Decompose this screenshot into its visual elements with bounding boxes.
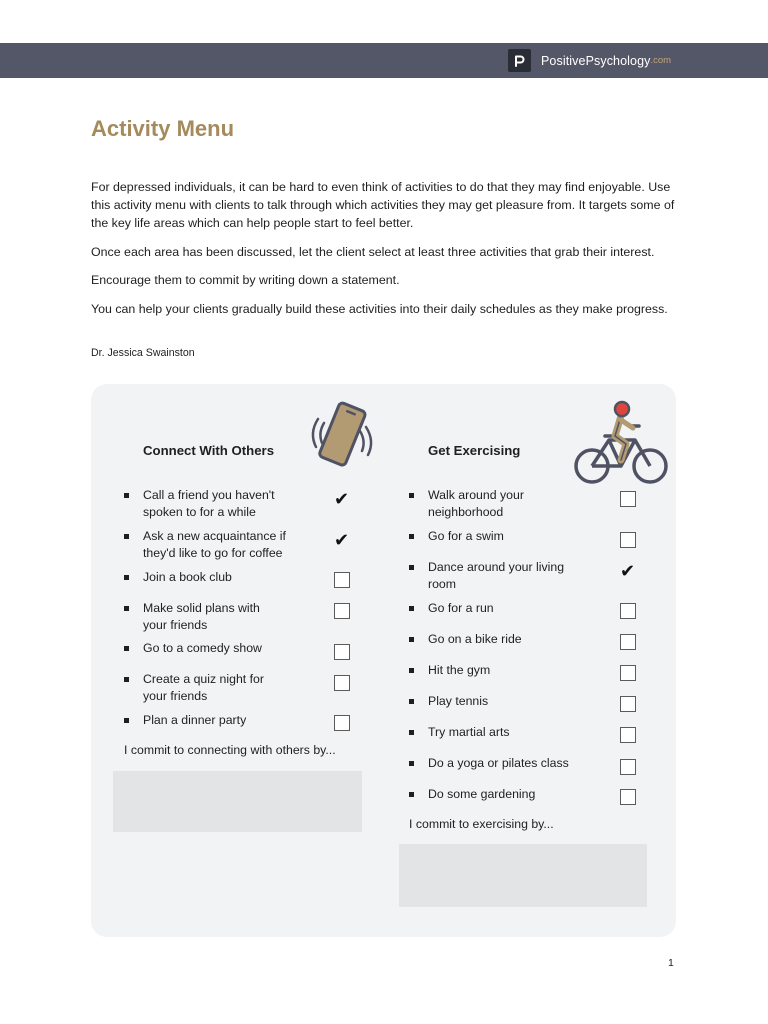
bullet [409,606,414,611]
page-title: Activity Menu [91,116,235,141]
bullet [124,606,129,611]
checkbox[interactable] [620,603,636,619]
list-item: Go to a comedy show [143,641,262,655]
intro-paragraph: For depressed individuals, it can be hard to even think of activities to do that they may find enjoyable. Use this activity menu with clients to talk through which activities they may get pleasure from. It targets some of the key life areas which can help people start to feel better. [91,180,675,230]
intro-paragraph: Encourage them to commit by writing down a statement. [91,273,400,287]
list-item: Go on a bike ride [428,632,522,646]
bullet [409,792,414,797]
checkbox[interactable] [620,634,636,650]
checkbox[interactable] [334,644,350,660]
checkbox[interactable] [620,665,636,681]
cyclist-icon [571,400,671,488]
connect-commit-label: I commit to connecting with others by... [124,743,336,757]
list-item: Do some gardening [428,787,536,801]
bullet [409,637,414,642]
list-item: Plan a dinner party [143,713,247,727]
exercise-commit-label: I commit to exercising by... [409,817,554,831]
checkbox[interactable] [620,532,636,548]
bullet [124,646,129,651]
intro-text [91,178,679,328]
brand-name: PositivePsychology [541,53,651,68]
list-item: Play tennis [428,694,489,708]
list-item: Walk around your neighborhood [428,488,524,519]
bullet [409,668,414,673]
list-item: Go for a swim [428,529,504,543]
checkbox[interactable] [334,572,350,588]
bullet [409,534,414,539]
author: Dr. Jessica Swainston [91,347,195,359]
list-item: Call a friend you haven't spoken to for a while [143,488,275,519]
page-number: 1 [668,957,674,969]
list-item: Do a yoga or pilates class [428,756,569,770]
bullet [409,699,414,704]
checkmark-icon[interactable]: ✔ [334,489,350,509]
list-item: Try martial arts [428,725,510,739]
bullet [124,677,129,682]
bullet [409,565,414,570]
connect-heading: Connect With Others [143,443,275,458]
exercise-commit-input[interactable] [399,844,647,907]
bullet [124,575,129,580]
checkbox[interactable] [620,759,636,775]
intro-paragraph: Once each area has been discussed, let the client select at least three activities that grab their interest. [91,244,655,259]
checkmark-icon[interactable]: ✔ [334,530,350,550]
checkbox[interactable] [620,491,636,507]
bullet [409,730,414,735]
connect-commit-input[interactable] [113,771,362,832]
checkbox[interactable] [620,727,636,743]
bullet [124,493,129,498]
checkbox[interactable] [334,715,350,731]
list-item: Create a quiz night for your friends [143,672,264,703]
list-item: Go for a run [428,601,494,615]
list-item: Hit the gym [428,663,491,677]
checkbox[interactable] [620,789,636,805]
bullet [409,493,414,498]
bullet [124,534,129,539]
header-bar [0,43,768,78]
brand[interactable] [508,49,671,72]
list-item: Ask a new acquaintance if they'd like to go for coffee [143,529,286,560]
bullet [409,761,414,766]
checkbox[interactable] [620,696,636,712]
list-item: Join a book club [143,570,232,584]
bullet [124,718,129,723]
checkbox[interactable] [334,675,350,691]
list-item: Dance around your living room [428,560,565,591]
brand-tld: .com [650,55,672,66]
checkbox[interactable] [334,603,350,619]
exercise-heading: Get Exercising [428,443,521,458]
list-item: Make solid plans with your friends [143,601,260,632]
checkmark-icon[interactable]: ✔ [620,561,636,581]
vibrating-phone-icon [304,397,380,475]
positive-psychology-logo-icon [508,49,531,72]
intro-paragraph: You can help your clients gradually build these activities into their daily schedules as they make progress. [91,301,668,316]
